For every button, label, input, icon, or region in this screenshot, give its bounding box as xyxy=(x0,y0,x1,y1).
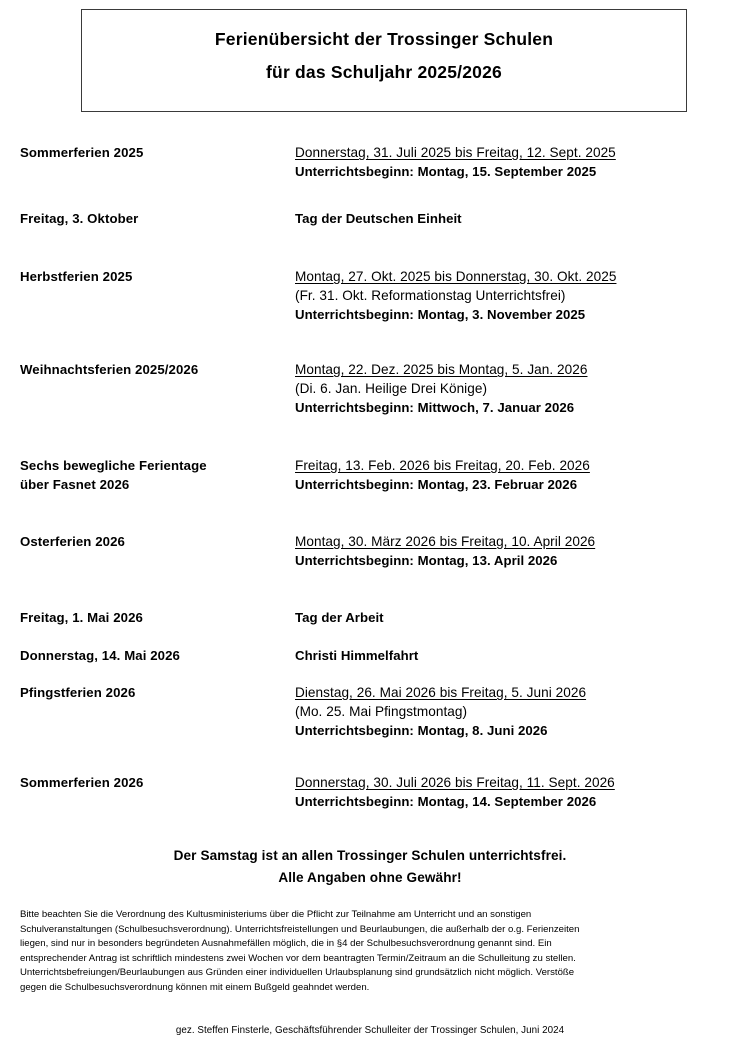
legal-notice-line: liegen, sind nur in besonders begründeten Ausnahmefällen möglich, die in §4 der Schulbesuchsverordnung genannt sind. Ein xyxy=(20,938,552,949)
holiday-entry-inner xyxy=(0,683,740,740)
holiday-date-range: Montag, 30. März 2026 bis Freitag, 10. April 2026 xyxy=(295,534,596,549)
legal-notice xyxy=(20,908,726,995)
lessons-resume-date: Unterrichtsbeginn: Montag, 15. September 2025 xyxy=(295,164,597,179)
holiday-date-range: Donnerstag, 31. Juli 2025 bis Freitag, 12. Sept. 2025 xyxy=(295,145,616,160)
holiday-entry-detail xyxy=(295,143,740,181)
holiday-entry-label xyxy=(0,267,295,286)
holiday-entry-detail xyxy=(295,773,740,811)
footer-emphasis xyxy=(0,845,740,889)
holiday-name: Christi Himmelfahrt xyxy=(295,648,419,663)
holiday-entry-detail xyxy=(295,646,740,665)
holiday-entry-inner xyxy=(0,646,740,665)
holiday-entry-row xyxy=(0,360,740,417)
legal-notice-line: Unterrichtsbefreiungen/Beurlaubungen aus Gründen einer individuellen Urlaubsplanung sind grundsätzlich nicht möglich. Verstöße xyxy=(20,967,575,978)
holiday-date-range: Montag, 22. Dez. 2025 bis Montag, 5. Jan. 2026 xyxy=(295,362,588,377)
holiday-entry-label xyxy=(0,456,295,494)
holiday-entry-detail xyxy=(295,683,740,740)
holiday-entry-label-line: Freitag, 3. Oktober xyxy=(20,211,139,226)
holiday-entry-detail xyxy=(295,532,740,570)
holiday-entry-detail xyxy=(295,209,740,228)
holiday-entry-inner xyxy=(0,608,740,627)
holiday-name: Tag der Deutschen Einheit xyxy=(295,211,462,226)
holiday-entry-label xyxy=(0,683,295,702)
holiday-entry-row xyxy=(0,532,740,570)
lessons-resume-date: Unterrichtsbeginn: Montag, 13. April 2026 xyxy=(295,553,558,568)
holiday-entry-detail xyxy=(295,456,740,494)
lessons-resume-date: Unterrichtsbeginn: Mittwoch, 7. Januar 2026 xyxy=(295,400,575,415)
lessons-resume-date: Unterrichtsbeginn: Montag, 23. Februar 2026 xyxy=(295,477,578,492)
holiday-entry-inner xyxy=(0,456,740,494)
holiday-entry-inner xyxy=(0,773,740,811)
holiday-note: (Mo. 25. Mai Pfingstmontag) xyxy=(295,704,468,719)
holiday-entry-detail xyxy=(295,608,740,627)
holiday-entry-label xyxy=(0,532,295,551)
legal-notice-line: Bitte beachten Sie die Verordnung des Kultusministeriums über die Pflicht zur Teilnahme am Unterricht und an sonstigen xyxy=(20,909,532,920)
holiday-entry-detail xyxy=(295,267,740,324)
holiday-date-range: Montag, 27. Okt. 2025 bis Donnerstag, 30. Okt. 2025 xyxy=(295,269,617,284)
holiday-entry-row xyxy=(0,683,740,740)
holiday-entry-label-line: Freitag, 1. Mai 2026 xyxy=(20,610,143,625)
holiday-entry-label-line: Osterferien 2026 xyxy=(20,534,125,549)
holiday-entry-inner xyxy=(0,209,740,228)
holiday-date-range: Freitag, 13. Feb. 2026 bis Freitag, 20. Feb. 2026 xyxy=(295,458,590,473)
holiday-entry-row xyxy=(0,143,740,181)
holiday-entry-row xyxy=(0,608,740,627)
lessons-resume-date: Unterrichtsbeginn: Montag, 3. November 2025 xyxy=(295,307,586,322)
lessons-resume-date: Unterrichtsbeginn: Montag, 8. Juni 2026 xyxy=(295,723,548,738)
holiday-name: Tag der Arbeit xyxy=(295,610,384,625)
page-title-line-1: Ferienübersicht der Trossinger Schulen xyxy=(214,29,554,49)
footer-emphasis-line-2: Alle Angaben ohne Gewähr! xyxy=(278,870,462,885)
holiday-entry-row xyxy=(0,209,740,228)
holiday-entry-label-line: Sechs bewegliche Ferientage xyxy=(20,458,207,473)
holiday-note: (Di. 6. Jan. Heilige Drei Könige) xyxy=(295,381,488,396)
legal-notice-line: Schulveranstaltungen (Schulbesuchsverordnung). Unterrichtsfreistellungen und Beurlaubungen, die außerhalb der o.g. Ferienzeiten xyxy=(20,923,580,935)
holiday-entry-label-line: Pfingstferien 2026 xyxy=(20,685,136,700)
lessons-resume-date: Unterrichtsbeginn: Montag, 14. September 2026 xyxy=(295,794,597,809)
holiday-entry-label xyxy=(0,646,295,665)
title-box xyxy=(81,9,687,112)
holiday-entry-label-line: Weihnachtsferien 2025/2026 xyxy=(20,362,199,377)
holiday-entry-inner xyxy=(0,360,740,417)
holiday-entry-row xyxy=(0,773,740,811)
holiday-entry-inner xyxy=(0,267,740,324)
holiday-entry-label xyxy=(0,773,295,792)
holiday-entry-label xyxy=(0,360,295,379)
holiday-note: (Fr. 31. Okt. Reformationstag Unterrichtsfrei) xyxy=(295,288,566,303)
signature-block xyxy=(0,1025,740,1036)
holiday-entry-inner xyxy=(0,143,740,181)
holiday-entry-inner xyxy=(0,532,740,570)
holiday-entry-label xyxy=(0,608,295,627)
holiday-entry-label-line: Sommerferien 2026 xyxy=(20,775,144,790)
holiday-date-range: Dienstag, 26. Mai 2026 bis Freitag, 5. Juni 2026 xyxy=(295,685,587,700)
legal-notice-line: entsprechender Antrag ist schriftlich mindestens zwei Wochen vor dem beantragten Termin/Zeitraum an die Schulleitung zu stellen. xyxy=(20,952,576,964)
holiday-entry-row xyxy=(0,267,740,324)
holiday-entry-row xyxy=(0,646,740,665)
holiday-entry-row xyxy=(0,456,740,494)
footer-emphasis-line-1: Der Samstag ist an allen Trossinger Schulen unterrichtsfrei. xyxy=(173,848,567,863)
holiday-entry-label-line: Donnerstag, 14. Mai 2026 xyxy=(20,648,180,663)
signature-text: gez. Steffen Finsterle, Geschäftsführender Schulleiter der Trossinger Schulen, Juni 2024 xyxy=(175,1025,565,1036)
holiday-entry-label xyxy=(0,209,295,228)
holiday-date-range: Donnerstag, 30. Juli 2026 bis Freitag, 11. Sept. 2026 xyxy=(295,775,615,790)
holiday-entry-label-line: Sommerferien 2025 xyxy=(20,145,144,160)
holiday-entry-label-line: über Fasnet 2026 xyxy=(20,477,130,492)
holiday-entry-label-line: Herbstferien 2025 xyxy=(20,269,133,284)
holiday-entry-label xyxy=(0,143,295,162)
page-title-line-2: für das Schuljahr 2025/2026 xyxy=(266,61,502,82)
legal-notice-line: gegen die Schulbesuchsverordnung können mit einem Bußgeld geahndet werden. xyxy=(20,981,370,993)
holiday-entry-detail xyxy=(295,360,740,417)
